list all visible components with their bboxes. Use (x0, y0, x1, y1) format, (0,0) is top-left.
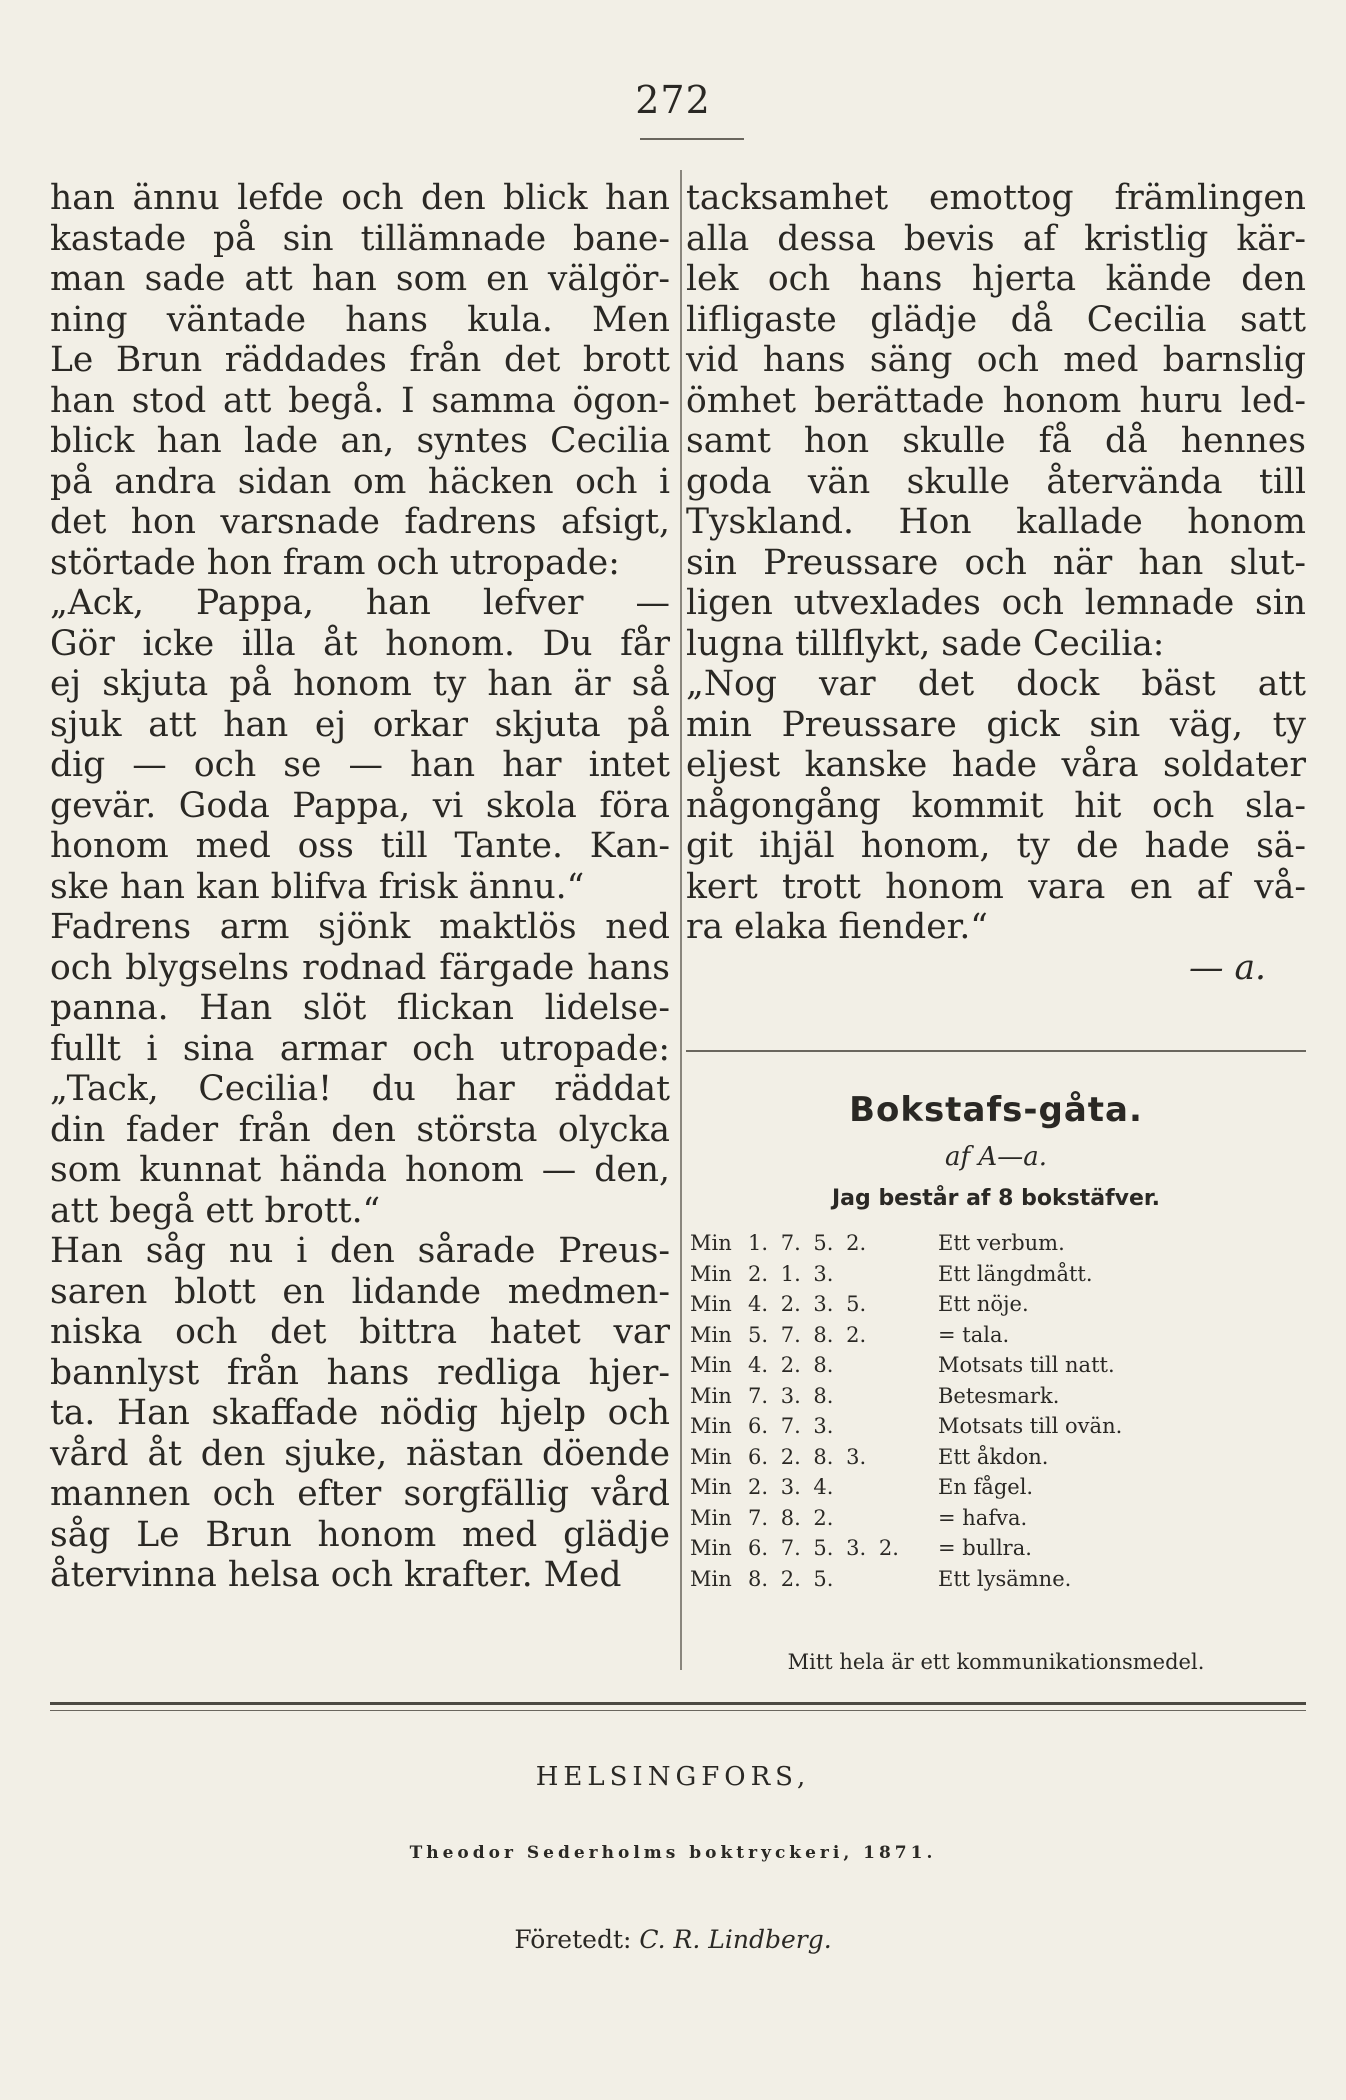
riddle-row-clue: Motsats till ovän. (938, 1414, 1123, 1438)
text-line: ra elaka fiender.“ (686, 907, 988, 947)
riddle-row-label: Min (690, 1414, 732, 1438)
text-line: fullt i sina armar och utropade: (50, 1028, 670, 1069)
text-line: niska och det bittra hatet var (50, 1312, 670, 1352)
riddle-row-clue: Ett åkdon. (938, 1444, 1049, 1469)
text-line: på andra sidan om häcken och i (50, 461, 670, 502)
riddle-row-positions: 7. 3. 8. (748, 1383, 834, 1408)
riddle-row-label: Min (690, 1566, 732, 1591)
text-line: „Ack, Pappa, han lefver — (50, 583, 670, 623)
presenter-label: Företedt: (514, 1925, 632, 1954)
footer-rule (50, 1702, 1306, 1705)
riddle-answer: Mitt hela är ett kommunikationsmedel. (787, 1650, 1205, 1674)
riddle-row-label: Min (690, 1322, 732, 1347)
footer-printer: Theodor Sederholms boktryckeri, 1871. (409, 1843, 937, 1863)
riddle-row-clue: = hafva. (938, 1505, 1028, 1530)
riddle-row (690, 1503, 1310, 1534)
text-line: han ännu lefde och den blick han (50, 178, 670, 218)
riddle-intro: Jag består af 8 bokstäfver. (832, 1186, 1160, 1211)
text-line: störtade hon fram och utropade: (50, 542, 620, 583)
text-line: ligen utvexlades och lemnade sin (686, 583, 1306, 623)
riddle-row-positions: 6. 2. 8. 3. (748, 1444, 867, 1469)
riddle-author: af A—a. (945, 1142, 1047, 1172)
riddle-row-label: Min (690, 1383, 732, 1408)
text-line: man sade att han som en välgör- (50, 259, 670, 299)
text-line: han stod att begå. I samma ögon- (50, 380, 670, 421)
page-number: 272 (635, 78, 711, 122)
riddle-row (690, 1442, 1310, 1473)
presenter-name: C. R. Lindberg. (639, 1925, 832, 1954)
riddle-list (690, 1228, 1310, 1594)
text-line: lifligaste glädje då Cecilia satt (686, 299, 1306, 340)
text-line: gevär. Goda Pappa, vi skola föra (50, 785, 670, 826)
riddle-row-positions: 1. 7. 5. 2. (748, 1231, 867, 1255)
text-line: såg Le Brun honom med glädje (50, 1514, 670, 1555)
section-divider (686, 1050, 1306, 1052)
text-line: vård åt den sjuke, nästan döende (50, 1433, 670, 1474)
riddle-row-positions: 2. 1. 3. (748, 1261, 834, 1286)
text-line: „Tack, Cecilia! du har räddat (50, 1069, 670, 1109)
riddle-row-label: Min (690, 1505, 732, 1530)
text-line: ning väntade hans kula. Men (50, 299, 670, 340)
text-line: sjuk att han ej orkar skjuta på (50, 704, 670, 745)
text-line: Gör icke illa åt honom. Du får (50, 623, 670, 664)
text-line: samt hon skulle få då hennes (686, 421, 1306, 461)
column-divider (680, 170, 682, 1670)
riddle-row-positions: 4. 2. 8. (748, 1353, 834, 1377)
text-line: git ihjäl honom, ty de hade sä- (686, 826, 1306, 866)
text-line: honom med oss till Tante. Kan- (50, 826, 670, 866)
riddle-row-clue: Ett längdmått. (938, 1261, 1093, 1286)
text-line: det hon varsnade fadrens afsigt, (50, 502, 670, 542)
text-line: Fadrens arm sjönk maktlös ned (50, 907, 670, 947)
riddle-row-positions: 2. 3. 4. (748, 1475, 834, 1499)
text-line: Le Brun räddades från det brott (50, 340, 670, 380)
riddle-row-clue: Ett nöje. (938, 1292, 1029, 1316)
riddle-row-clue: Ett verbum. (938, 1231, 1065, 1255)
riddle-row (690, 1411, 1310, 1442)
riddle-row-clue: = bullra. (938, 1536, 1032, 1560)
riddle-row-clue: Motsats till natt. (938, 1353, 1115, 1377)
page-number-rule (640, 138, 744, 140)
riddle-row-positions: 6. 7. 3. (748, 1414, 834, 1438)
text-line: panna. Han slöt flickan lidelse- (50, 988, 670, 1028)
text-line: goda vän skulle återvända till (686, 461, 1306, 502)
riddle-row-label: Min (690, 1231, 732, 1255)
riddle-row (690, 1381, 1310, 1412)
text-line: mannen och efter sorgfällig vård (50, 1474, 670, 1514)
text-line: ske han kan blifva frisk ännu.“ (50, 866, 585, 907)
text-line: „Nog var det dock bäst att (686, 664, 1306, 704)
text-line: kastade på sin tillämnade bane- (50, 218, 670, 259)
footer-city: HELSINGFORS, (535, 1762, 811, 1792)
riddle-row (690, 1564, 1310, 1595)
signature: — a. (1188, 947, 1266, 988)
riddle-row-label: Min (690, 1444, 732, 1469)
riddle-row-positions: 7. 8. 2. (748, 1505, 834, 1530)
text-line: eljest kanske hade våra soldater (686, 745, 1306, 785)
riddle-row (690, 1350, 1310, 1381)
text-line: vid hans säng och med barnslig (686, 340, 1306, 380)
riddle-row (690, 1289, 1310, 1320)
text-line: kert trott honom vara en af vå- (686, 866, 1306, 907)
riddle-row-clue: En fågel. (938, 1475, 1034, 1499)
riddle-row-clue: = tala. (938, 1322, 1010, 1347)
riddle-row-clue: Betesmark. (938, 1383, 1060, 1408)
text-line: din fader från den största olycka (50, 1109, 670, 1150)
riddle-row-positions: 6. 7. 5. 3. 2. (748, 1536, 899, 1560)
text-line: bannlyst från hans redliga hjer- (50, 1352, 670, 1393)
text-line: återvinna helsa och krafter. Med (50, 1555, 622, 1595)
riddle-row-label: Min (690, 1292, 732, 1316)
riddle-row (690, 1259, 1310, 1290)
text-line: ta. Han skaffade nödig hjelp och (50, 1393, 670, 1433)
riddle-row-label: Min (690, 1475, 732, 1499)
footer-rule-thin (50, 1710, 1306, 1711)
text-line: saren blott en lidande medmen- (50, 1271, 670, 1312)
text-line: ej skjuta på honom ty han är så (50, 664, 670, 704)
text-line: att begå ett brott.“ (50, 1190, 381, 1231)
text-line: ömhet berättade honom huru led- (686, 380, 1306, 421)
riddle-row (690, 1533, 1310, 1564)
text-line: dig — och se — han har intet (50, 745, 670, 785)
text-line: min Preussare gick sin väg, ty (686, 704, 1306, 745)
riddle-row-label: Min (690, 1536, 732, 1560)
right-column (686, 178, 1306, 988)
riddle-row (690, 1228, 1310, 1259)
text-line: lek och hans hjerta kände den (686, 259, 1306, 299)
riddle-row-positions: 5. 7. 8. 2. (748, 1322, 867, 1347)
text-line: och blygselns rodnad färgade hans (50, 947, 670, 988)
riddle-row (690, 1472, 1310, 1503)
text-line: tacksamhet emottog främlingen (686, 178, 1306, 218)
text-line: lugna tillflykt, sade Cecilia: (686, 623, 1165, 664)
text-line: alla dessa bevis af kristlig kär- (686, 218, 1306, 259)
footer-presenter (0, 1925, 1346, 1954)
text-line: Han såg nu i den sårade Preus- (50, 1231, 670, 1271)
riddle-row-label: Min (690, 1261, 732, 1286)
text-line: blick han lade an, syntes Cecilia (50, 421, 670, 461)
riddle-title: Bokstafs-gåta. (849, 1090, 1143, 1130)
riddle-row (690, 1320, 1310, 1351)
text-line: någongång kommit hit och sla- (686, 785, 1306, 826)
text-line: Tyskland. Hon kallade honom (686, 502, 1306, 542)
riddle-row-label: Min (690, 1353, 732, 1377)
riddle-row-positions: 4. 2. 3. 5. (748, 1292, 867, 1316)
riddle-row-positions: 8. 2. 5. (748, 1566, 834, 1591)
riddle-row-clue: Ett lysämne. (938, 1566, 1072, 1591)
text-line: sin Preussare och när han slut- (686, 542, 1306, 583)
text-line: som kunnat hända honom — den, (50, 1150, 670, 1190)
left-column (50, 178, 670, 1596)
